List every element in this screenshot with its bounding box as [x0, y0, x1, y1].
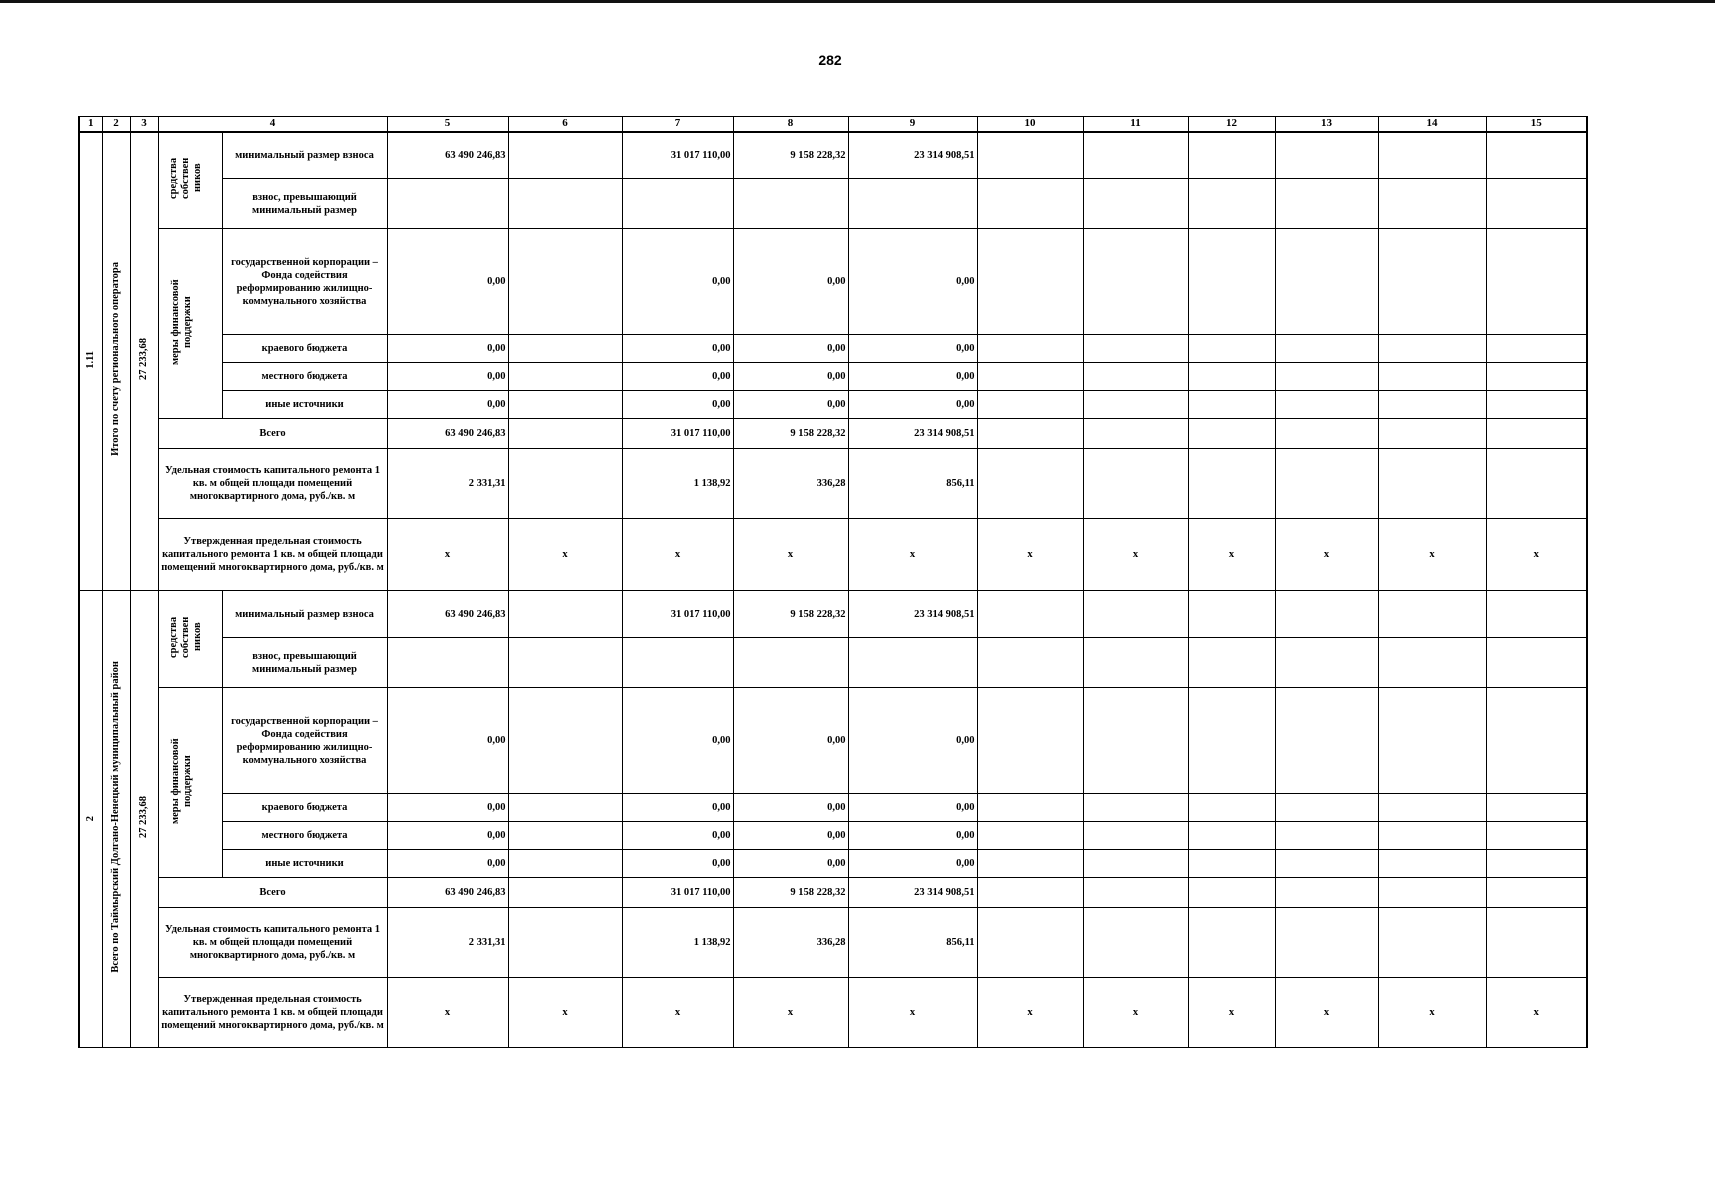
empty-cell	[508, 688, 622, 794]
empty-cell	[508, 908, 622, 978]
empty-cell	[508, 794, 622, 822]
other-sources-label: иные источники	[222, 850, 387, 878]
table-row	[79, 878, 1587, 908]
empty-cell	[1083, 335, 1188, 363]
report-page	[78, 116, 1588, 1048]
empty-cell	[1188, 794, 1275, 822]
page-number: 282	[818, 52, 842, 68]
fund-c8: 0,00	[733, 688, 848, 794]
table-row	[79, 132, 1587, 179]
empty-cell	[977, 419, 1083, 449]
limit-mark: х	[622, 978, 733, 1048]
table-row	[79, 908, 1587, 978]
table-row	[79, 391, 1587, 419]
header-col-4: 4	[158, 117, 387, 132]
min-fee-c8: 9 158 228,32	[733, 591, 848, 638]
local-c7: 0,00	[622, 822, 733, 850]
area-value: 27 233,68	[138, 338, 150, 381]
header-col-14: 14	[1378, 117, 1486, 132]
empty-cell	[977, 391, 1083, 419]
empty-cell	[1083, 850, 1188, 878]
empty-cell	[622, 638, 733, 688]
limit-mark: х	[733, 519, 848, 591]
empty-cell	[1378, 908, 1486, 978]
empty-cell	[1188, 335, 1275, 363]
empty-cell	[733, 638, 848, 688]
other-c8: 0,00	[733, 850, 848, 878]
empty-cell	[1486, 363, 1587, 391]
empty-cell	[622, 179, 733, 229]
unit-cost-c9: 856,11	[848, 908, 977, 978]
empty-cell	[1083, 179, 1188, 229]
empty-cell	[977, 850, 1083, 878]
limit-mark: х	[508, 978, 622, 1048]
other-c9: 0,00	[848, 850, 977, 878]
empty-cell	[1275, 908, 1378, 978]
empty-cell	[848, 638, 977, 688]
header-col-5: 5	[387, 117, 508, 132]
excess-fee-label: взнос, превышающий минимальный размер	[222, 638, 387, 688]
empty-cell	[977, 688, 1083, 794]
limit-mark: х	[977, 519, 1083, 591]
regional-budget-label: краевого бюджета	[222, 335, 387, 363]
empty-cell	[1275, 419, 1378, 449]
empty-cell	[1188, 363, 1275, 391]
limit-mark: х	[1188, 519, 1275, 591]
fund-c7: 0,00	[622, 688, 733, 794]
empty-cell	[508, 229, 622, 335]
limit-mark: х	[1378, 519, 1486, 591]
row-title: Всего по Таймырский Долгано-Ненецкий муниципальный район	[110, 661, 122, 973]
local-c9: 0,00	[848, 363, 977, 391]
limit-mark: х	[848, 978, 977, 1048]
empty-cell	[1083, 794, 1188, 822]
fund-c5: 0,00	[387, 229, 508, 335]
regional-c5: 0,00	[387, 794, 508, 822]
unit-cost-label: Удельная стоимость капитального ремонта 1 кв. м общей площади помещений многоквартирного дома, руб./кв. м	[158, 449, 387, 519]
empty-cell	[508, 822, 622, 850]
empty-cell	[1378, 794, 1486, 822]
empty-cell	[1188, 591, 1275, 638]
owners-funds-group	[158, 591, 222, 688]
capital-repair-table	[78, 116, 1588, 1048]
empty-cell	[1378, 449, 1486, 519]
unit-cost-c7: 1 138,92	[622, 449, 733, 519]
empty-cell	[1486, 908, 1587, 978]
empty-cell	[1275, 229, 1378, 335]
empty-cell	[387, 179, 508, 229]
empty-cell	[1188, 449, 1275, 519]
empty-cell	[1486, 391, 1587, 419]
limit-mark: х	[1083, 519, 1188, 591]
empty-cell	[1275, 363, 1378, 391]
empty-cell	[1188, 688, 1275, 794]
header-col-8: 8	[733, 117, 848, 132]
empty-cell	[1083, 229, 1188, 335]
empty-cell	[1275, 391, 1378, 419]
limit-mark: х	[977, 978, 1083, 1048]
limit-mark: х	[1275, 978, 1378, 1048]
table-row	[79, 850, 1587, 878]
empty-cell	[733, 179, 848, 229]
empty-cell	[1083, 638, 1188, 688]
regional-c8: 0,00	[733, 335, 848, 363]
table-row	[79, 335, 1587, 363]
limit-mark: х	[387, 978, 508, 1048]
local-c8: 0,00	[733, 363, 848, 391]
local-budget-label: местного бюджета	[222, 822, 387, 850]
empty-cell	[508, 638, 622, 688]
empty-cell	[977, 229, 1083, 335]
empty-cell	[1083, 908, 1188, 978]
empty-cell	[1275, 591, 1378, 638]
total-label: Всего	[158, 419, 387, 449]
limit-cost-label: Утвержденная предельная стоимость капитального ремонта 1 кв. м общей площади помещений многоквартирного дома, руб./кв. м	[158, 519, 387, 591]
local-c8: 0,00	[733, 822, 848, 850]
min-fee-c6	[508, 591, 622, 638]
header-col-9: 9	[848, 117, 977, 132]
empty-cell	[977, 449, 1083, 519]
header-col-15: 15	[1486, 117, 1587, 132]
empty-cell	[1188, 822, 1275, 850]
empty-cell	[1378, 229, 1486, 335]
empty-cell	[1188, 850, 1275, 878]
empty-cell	[1486, 822, 1587, 850]
other-sources-label: иные источники	[222, 391, 387, 419]
empty-cell	[1083, 363, 1188, 391]
empty-cell	[1188, 179, 1275, 229]
empty-cell	[1188, 391, 1275, 419]
empty-cell	[1083, 449, 1188, 519]
empty-cell	[508, 179, 622, 229]
empty-cell	[977, 363, 1083, 391]
area-value: 27 233,68	[138, 796, 150, 839]
empty-cell	[1188, 638, 1275, 688]
limit-cost-label: Утвержденная предельная стоимость капитального ремонта 1 кв. м общей площади помещений многоквартирного дома, руб./кв. м	[158, 978, 387, 1048]
regional-c9: 0,00	[848, 335, 977, 363]
local-c5: 0,00	[387, 363, 508, 391]
empty-cell	[1083, 591, 1188, 638]
local-c9: 0,00	[848, 822, 977, 850]
empty-cell	[1275, 822, 1378, 850]
limit-mark: х	[387, 519, 508, 591]
empty-cell	[1188, 419, 1275, 449]
row-number-cell	[79, 132, 102, 591]
empty-cell	[977, 179, 1083, 229]
empty-cell	[1275, 794, 1378, 822]
total-c8: 9 158 228,32	[733, 419, 848, 449]
empty-cell	[977, 132, 1083, 179]
unit-cost-label: Удельная стоимость капитального ремонта 1 кв. м общей площади помещений многоквартирного дома, руб./кв. м	[158, 908, 387, 978]
empty-cell	[977, 638, 1083, 688]
empty-cell	[977, 822, 1083, 850]
empty-cell	[1486, 688, 1587, 794]
empty-cell	[1378, 132, 1486, 179]
financial-support-label: меры финансовой поддержки	[170, 278, 194, 365]
top-border-rule	[0, 0, 1715, 3]
empty-cell	[1486, 794, 1587, 822]
other-c8: 0,00	[733, 391, 848, 419]
fund-c8: 0,00	[733, 229, 848, 335]
fund-c5: 0,00	[387, 688, 508, 794]
empty-cell	[1486, 229, 1587, 335]
limit-mark: х	[1486, 978, 1587, 1048]
area-cell	[130, 132, 158, 591]
other-c9: 0,00	[848, 391, 977, 419]
table-row	[79, 229, 1587, 335]
header-col-3: 3	[130, 117, 158, 132]
unit-cost-c8: 336,28	[733, 449, 848, 519]
row-number-cell	[79, 591, 102, 1048]
empty-cell	[508, 449, 622, 519]
total-c7: 31 017 110,00	[622, 878, 733, 908]
empty-cell	[1378, 363, 1486, 391]
min-fee-c5: 63 490 246,83	[387, 132, 508, 179]
empty-cell	[1486, 449, 1587, 519]
header-col-6: 6	[508, 117, 622, 132]
min-fee-label: минимальный размер взноса	[222, 132, 387, 179]
limit-mark: х	[733, 978, 848, 1048]
limit-mark: х	[1275, 519, 1378, 591]
min-fee-c5: 63 490 246,83	[387, 591, 508, 638]
empty-cell	[1275, 638, 1378, 688]
min-fee-c9: 23 314 908,51	[848, 591, 977, 638]
empty-cell	[508, 419, 622, 449]
unit-cost-c9: 856,11	[848, 449, 977, 519]
row-title-cell	[102, 591, 130, 1048]
empty-cell	[1486, 335, 1587, 363]
table-row	[79, 978, 1587, 1048]
owners-funds-group	[158, 132, 222, 229]
limit-mark: х	[622, 519, 733, 591]
min-fee-c9: 23 314 908,51	[848, 132, 977, 179]
local-budget-label: местного бюджета	[222, 363, 387, 391]
empty-cell	[1378, 878, 1486, 908]
regional-c9: 0,00	[848, 794, 977, 822]
empty-cell	[508, 878, 622, 908]
fund-c9: 0,00	[848, 688, 977, 794]
total-c8: 9 158 228,32	[733, 878, 848, 908]
empty-cell	[1083, 419, 1188, 449]
empty-cell	[1378, 850, 1486, 878]
empty-cell	[1275, 688, 1378, 794]
regional-c7: 0,00	[622, 335, 733, 363]
empty-cell	[1083, 878, 1188, 908]
empty-cell	[977, 591, 1083, 638]
regional-c8: 0,00	[733, 794, 848, 822]
table-row	[79, 591, 1587, 638]
local-c7: 0,00	[622, 363, 733, 391]
empty-cell	[1378, 638, 1486, 688]
total-c7: 31 017 110,00	[622, 419, 733, 449]
empty-cell	[1275, 179, 1378, 229]
empty-cell	[508, 391, 622, 419]
empty-cell	[1486, 850, 1587, 878]
empty-cell	[1486, 179, 1587, 229]
limit-mark: х	[848, 519, 977, 591]
row-number: 1.11	[85, 350, 97, 369]
fund-label: государственной корпорации – Фонда содействия реформированию жилищно-коммунального хозяйства	[222, 229, 387, 335]
empty-cell	[1378, 335, 1486, 363]
header-col-10: 10	[977, 117, 1083, 132]
column-number-row	[79, 117, 1587, 132]
empty-cell	[1083, 391, 1188, 419]
table-row	[79, 822, 1587, 850]
empty-cell	[1188, 132, 1275, 179]
other-c7: 0,00	[622, 391, 733, 419]
limit-mark: х	[1378, 978, 1486, 1048]
empty-cell	[1378, 822, 1486, 850]
table-row	[79, 179, 1587, 229]
empty-cell	[1486, 878, 1587, 908]
financial-support-label: меры финансовой поддержки	[170, 737, 194, 824]
empty-cell	[1083, 688, 1188, 794]
unit-cost-c5: 2 331,31	[387, 908, 508, 978]
table-row	[79, 638, 1587, 688]
empty-cell	[387, 638, 508, 688]
min-fee-c8: 9 158 228,32	[733, 132, 848, 179]
financial-support-group	[158, 229, 222, 419]
empty-cell	[1486, 419, 1587, 449]
empty-cell	[1378, 688, 1486, 794]
unit-cost-c5: 2 331,31	[387, 449, 508, 519]
header-col-11: 11	[1083, 117, 1188, 132]
empty-cell	[1275, 132, 1378, 179]
empty-cell	[977, 878, 1083, 908]
min-fee-c7: 31 017 110,00	[622, 132, 733, 179]
empty-cell	[1275, 850, 1378, 878]
row-title-cell	[102, 132, 130, 591]
fund-label: государственной корпорации – Фонда содействия реформированию жилищно-коммунального хозяйства	[222, 688, 387, 794]
limit-mark: х	[1083, 978, 1188, 1048]
empty-cell	[977, 335, 1083, 363]
header-col-12: 12	[1188, 117, 1275, 132]
empty-cell	[508, 850, 622, 878]
local-c5: 0,00	[387, 822, 508, 850]
empty-cell	[1378, 591, 1486, 638]
empty-cell	[1378, 179, 1486, 229]
area-cell	[130, 591, 158, 1048]
empty-cell	[977, 908, 1083, 978]
total-c9: 23 314 908,51	[848, 878, 977, 908]
limit-mark: х	[1188, 978, 1275, 1048]
empty-cell	[508, 335, 622, 363]
total-c5: 63 490 246,83	[387, 419, 508, 449]
table-row	[79, 419, 1587, 449]
header-col-1: 1	[79, 117, 102, 132]
header-col-2: 2	[102, 117, 130, 132]
empty-cell	[1083, 132, 1188, 179]
row-number: 2	[85, 816, 97, 822]
min-fee-c7: 31 017 110,00	[622, 591, 733, 638]
fund-c7: 0,00	[622, 229, 733, 335]
empty-cell	[977, 794, 1083, 822]
regional-c5: 0,00	[387, 335, 508, 363]
total-c5: 63 490 246,83	[387, 878, 508, 908]
owners-funds-label: средства собствен ников	[168, 157, 204, 200]
empty-cell	[1188, 229, 1275, 335]
header-col-13: 13	[1275, 117, 1378, 132]
empty-cell	[1188, 908, 1275, 978]
empty-cell	[1083, 822, 1188, 850]
financial-support-group	[158, 688, 222, 878]
other-c5: 0,00	[387, 850, 508, 878]
empty-cell	[1378, 391, 1486, 419]
empty-cell	[508, 363, 622, 391]
empty-cell	[848, 179, 977, 229]
unit-cost-c7: 1 138,92	[622, 908, 733, 978]
other-c5: 0,00	[387, 391, 508, 419]
empty-cell	[1275, 878, 1378, 908]
table-row	[79, 688, 1587, 794]
total-label: Всего	[158, 878, 387, 908]
table-row	[79, 449, 1587, 519]
limit-mark: х	[1486, 519, 1587, 591]
excess-fee-label: взнос, превышающий минимальный размер	[222, 179, 387, 229]
empty-cell	[1188, 878, 1275, 908]
table-row	[79, 363, 1587, 391]
empty-cell	[1275, 449, 1378, 519]
owners-funds-label: средства собствен ников	[168, 616, 204, 658]
regional-budget-label: краевого бюджета	[222, 794, 387, 822]
min-fee-c6	[508, 132, 622, 179]
header-col-7: 7	[622, 117, 733, 132]
table-row	[79, 519, 1587, 591]
min-fee-label: минимальный размер взноса	[222, 591, 387, 638]
row-title: Итого по счету регионального оператора	[110, 262, 122, 457]
table-row	[79, 794, 1587, 822]
regional-c7: 0,00	[622, 794, 733, 822]
limit-mark: х	[508, 519, 622, 591]
empty-cell	[1486, 591, 1587, 638]
total-c9: 23 314 908,51	[848, 419, 977, 449]
empty-cell	[1275, 335, 1378, 363]
unit-cost-c8: 336,28	[733, 908, 848, 978]
other-c7: 0,00	[622, 850, 733, 878]
empty-cell	[1378, 419, 1486, 449]
empty-cell	[1486, 638, 1587, 688]
empty-cell	[1486, 132, 1587, 179]
fund-c9: 0,00	[848, 229, 977, 335]
